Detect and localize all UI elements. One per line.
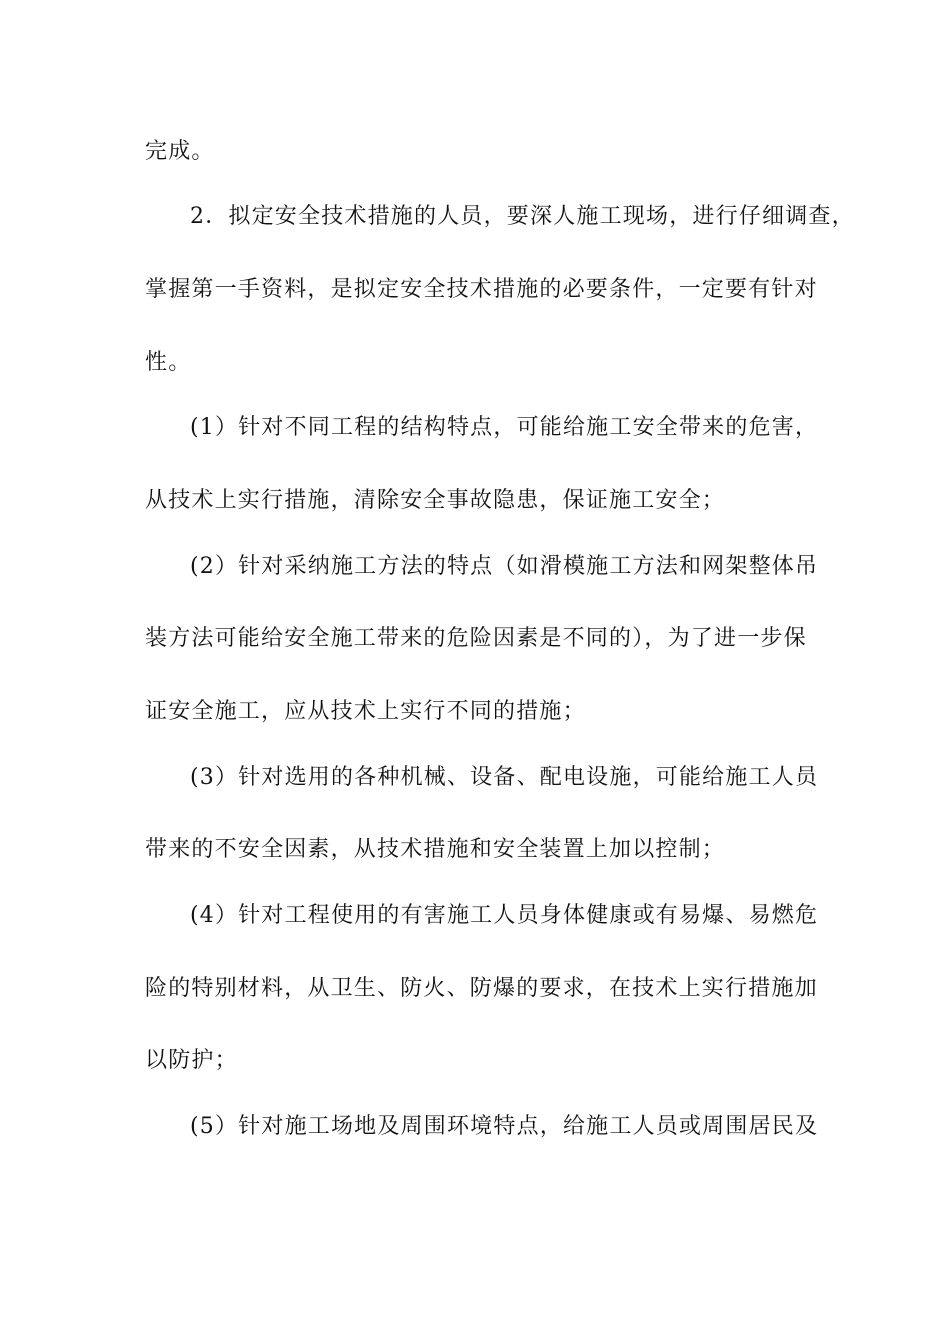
text-line-11: 带来的不安全因素，从技术措施和安全装置上加以控制； [145, 837, 726, 862]
text-line-3: 掌握第一手资料，是拟定安全技术措施的必要条件，一定要有针对 [145, 277, 818, 302]
text-line-7: (2）针对采纳施工方法的特点（如滑模施工方法和网架整体吊 [190, 554, 819, 579]
text-line-5: (1）针对不同工程的结构特点，可能给施工安全带来的危害， [190, 415, 819, 440]
text-line-9: 证安全施工，应从技术上实行不同的措施； [145, 699, 586, 724]
text-line-10: (3）针对选用的各种机械、设备、配电设施，可能给施工人员 [190, 765, 819, 790]
text-line-4: 性。 [145, 350, 192, 375]
text-line-8: 装方法可能给安全施工带来的危险因素是不同的），为了进一步保 [145, 626, 807, 651]
text-line-2: 2．拟定安全技术措施的人员，要深人施工现场，进行仔细调查， [190, 204, 855, 229]
text-line-14: 以防护； [145, 1048, 238, 1073]
text-line-1: 完成。 [145, 139, 215, 164]
text-line-12: (4）针对工程使用的有害施工人员身体健康或有易爆、易燃危 [190, 903, 819, 928]
text-line-6: 从技术上实行措施，清除安全事故隐患，保证施工安全； [145, 488, 726, 513]
text-line-15: (5）针对施工场地及周围环境特点，给施工人员或周围居民及 [190, 1114, 819, 1139]
text-line-13: 险的特别材料，从卫生、防火、防爆的要求，在技术上实行措施加 [145, 976, 818, 1001]
